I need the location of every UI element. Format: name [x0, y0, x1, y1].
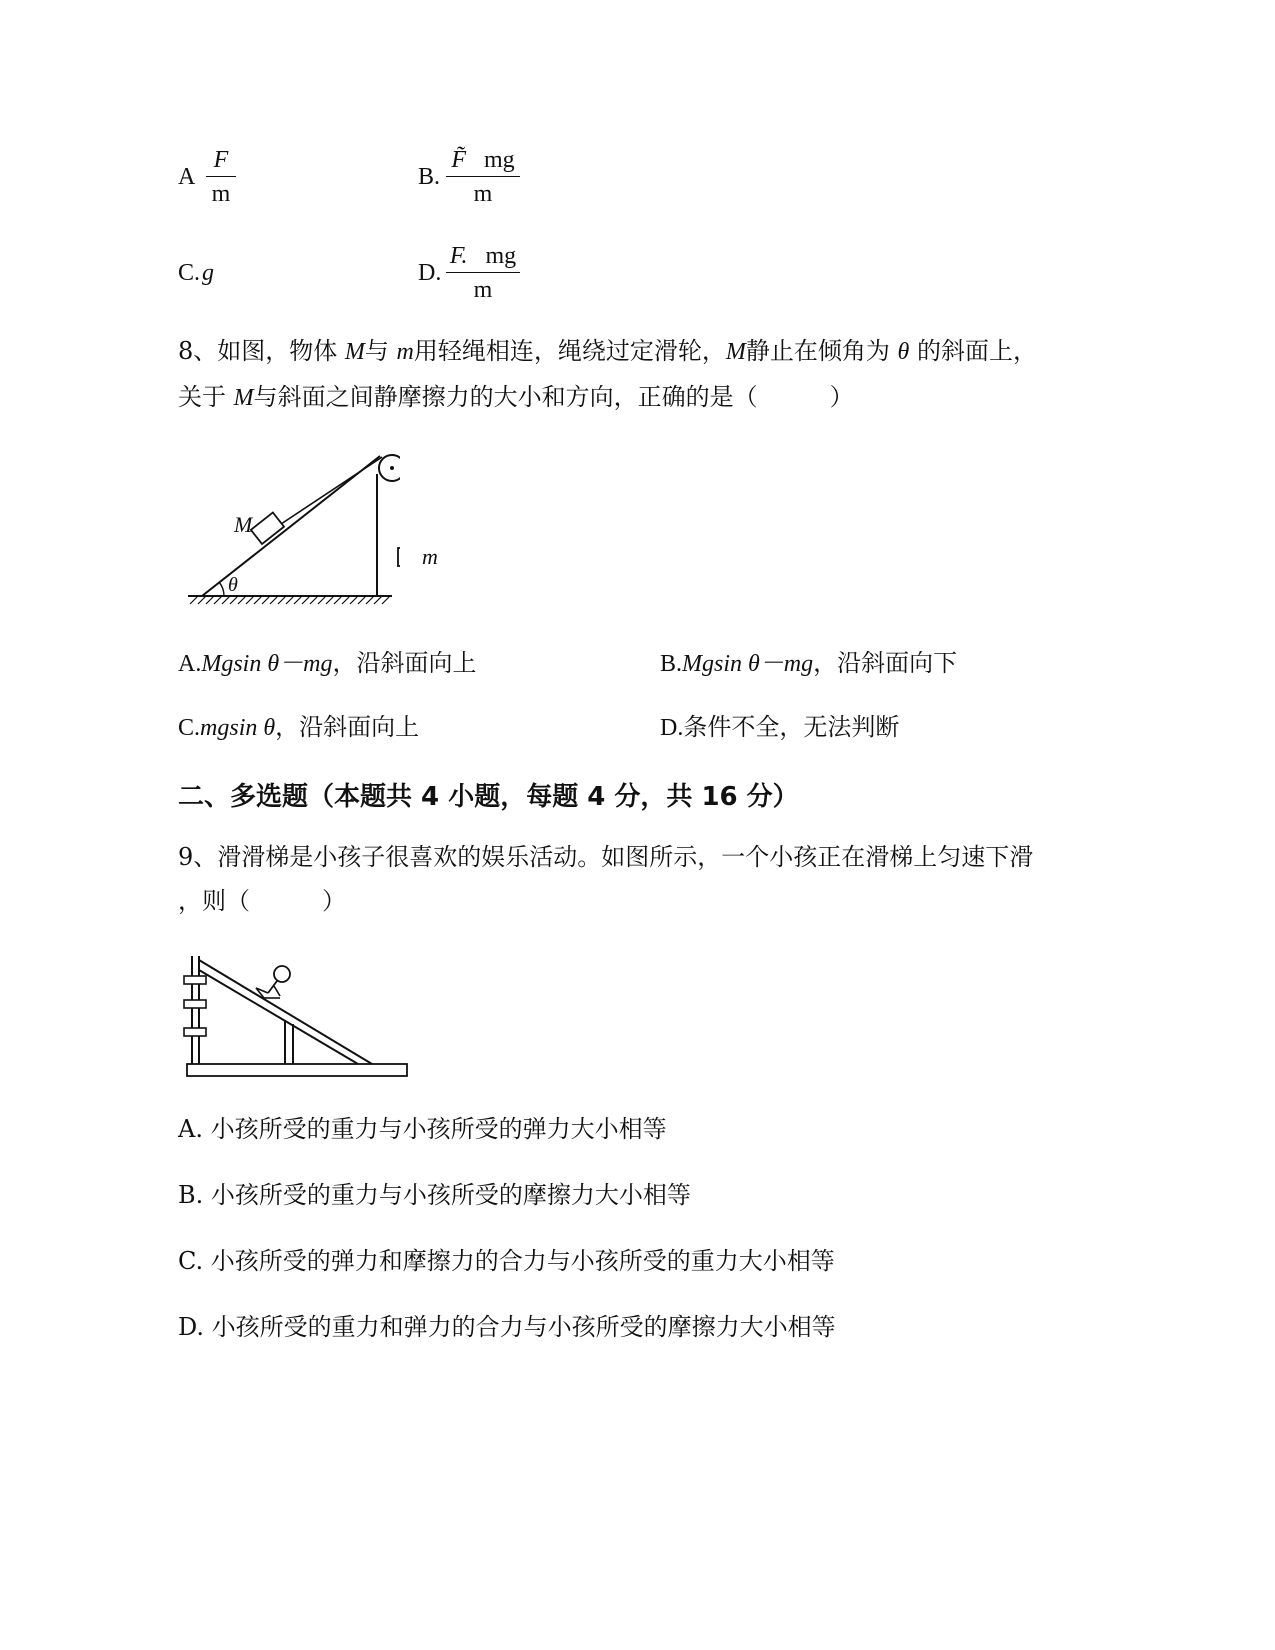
q9-option-d: D. 小孩所受的重力和弹力的合力与小孩所受的摩擦力大小相等 [178, 1313, 836, 1341]
option-value: g [202, 260, 214, 286]
incline-pulley-figure [180, 440, 400, 610]
option-math: Mgsin θ－mg [201, 651, 333, 677]
denominator: m [211, 181, 231, 207]
text: 静止在倾角为 [745, 337, 898, 365]
block-m [398, 548, 400, 566]
ladder-step [184, 976, 206, 984]
numerator: F [213, 147, 229, 173]
var-theta: θ [897, 339, 910, 365]
q9-option-b: B. 小孩所受的重力与小孩所受的摩擦力大小相等 [178, 1181, 691, 1209]
q8-stem-line2 [178, 382, 854, 413]
q9-stem-line2: ，则（ ） [178, 887, 346, 915]
fraction-bar [446, 272, 520, 273]
angle-arc [219, 582, 224, 596]
base-plank [187, 1064, 407, 1076]
label-theta: θ [228, 574, 238, 596]
text: 与 [364, 337, 397, 365]
var-m: m [396, 339, 414, 365]
option-label: B. [418, 164, 441, 190]
option-label: C. [178, 260, 201, 286]
child-head-icon [274, 966, 290, 982]
q8-stem-line1 [178, 336, 1037, 367]
var-M: M [233, 385, 254, 411]
rope-incline [272, 457, 382, 530]
child-body [268, 981, 277, 993]
option-text: ，沿斜面向下 [813, 649, 958, 677]
ladder-step [184, 1000, 206, 1008]
block-M [251, 513, 284, 544]
pulley-icon [379, 455, 400, 481]
numerator-f: F. [449, 243, 468, 269]
option-math: Mgsin θ－mg [682, 651, 814, 677]
q9-option-a: A. 小孩所受的重力与小孩所受的弹力大小相等 [178, 1115, 667, 1143]
numerator-rest: mg [485, 243, 517, 269]
denominator: m [473, 181, 493, 207]
text: 8、如图，物体 [178, 337, 345, 365]
text: 关于 [178, 383, 234, 411]
child-arm [274, 986, 280, 996]
q9-stem-line1: 9、滑滑梯是小孩子很喜欢的娱乐活动。如图所示，一个小孩正在滑梯上匀速下滑 [178, 843, 1034, 871]
label-M: M [234, 512, 253, 537]
fraction [206, 146, 236, 208]
q8-option-d [660, 712, 899, 743]
fraction-bar [206, 176, 236, 177]
option-label: C. [178, 715, 201, 741]
slide-figure [180, 948, 415, 1083]
q8-option-a [178, 648, 476, 679]
ladder-step [184, 1028, 206, 1036]
option-label: D. [660, 715, 684, 741]
q9-option-c: C. 小孩所受的弹力和摩擦力的合力与小孩所受的重力大小相等 [178, 1247, 835, 1275]
label-m: m [422, 544, 438, 569]
option-label: B. [660, 651, 683, 677]
ground-hatch [190, 596, 390, 604]
option-math: mgsin θ [200, 715, 276, 741]
fraction-bar [446, 176, 520, 177]
option-text: ，沿斜面向上 [275, 713, 420, 741]
denominator: m [473, 277, 493, 303]
option-label: A. [178, 651, 202, 677]
var-M: M [725, 339, 746, 365]
slide-surface-bottom [199, 970, 358, 1064]
fraction [446, 242, 520, 304]
option-text: ，沿斜面向上 [332, 649, 477, 677]
section-heading: 二、多选题（本题共 4 小题，每题 4 分，共 16 分） [178, 782, 799, 812]
text: 与斜面之间静摩擦力的大小和方向，正确的是（ ） [253, 383, 854, 411]
option-label: D. [418, 260, 442, 286]
text: 的斜面上， [909, 337, 1037, 365]
q8-option-b [660, 648, 957, 679]
q8-option-c [178, 712, 419, 743]
var-M: M [344, 339, 365, 365]
option-label: A [178, 164, 196, 190]
numerator-rest: mg [484, 147, 515, 173]
fraction [446, 146, 520, 208]
text: 用轻绳相连，绳绕过定滑轮， [413, 337, 726, 365]
numerator-f: F̃ [451, 147, 466, 173]
option-text: 条件不全，无法判断 [683, 713, 900, 741]
